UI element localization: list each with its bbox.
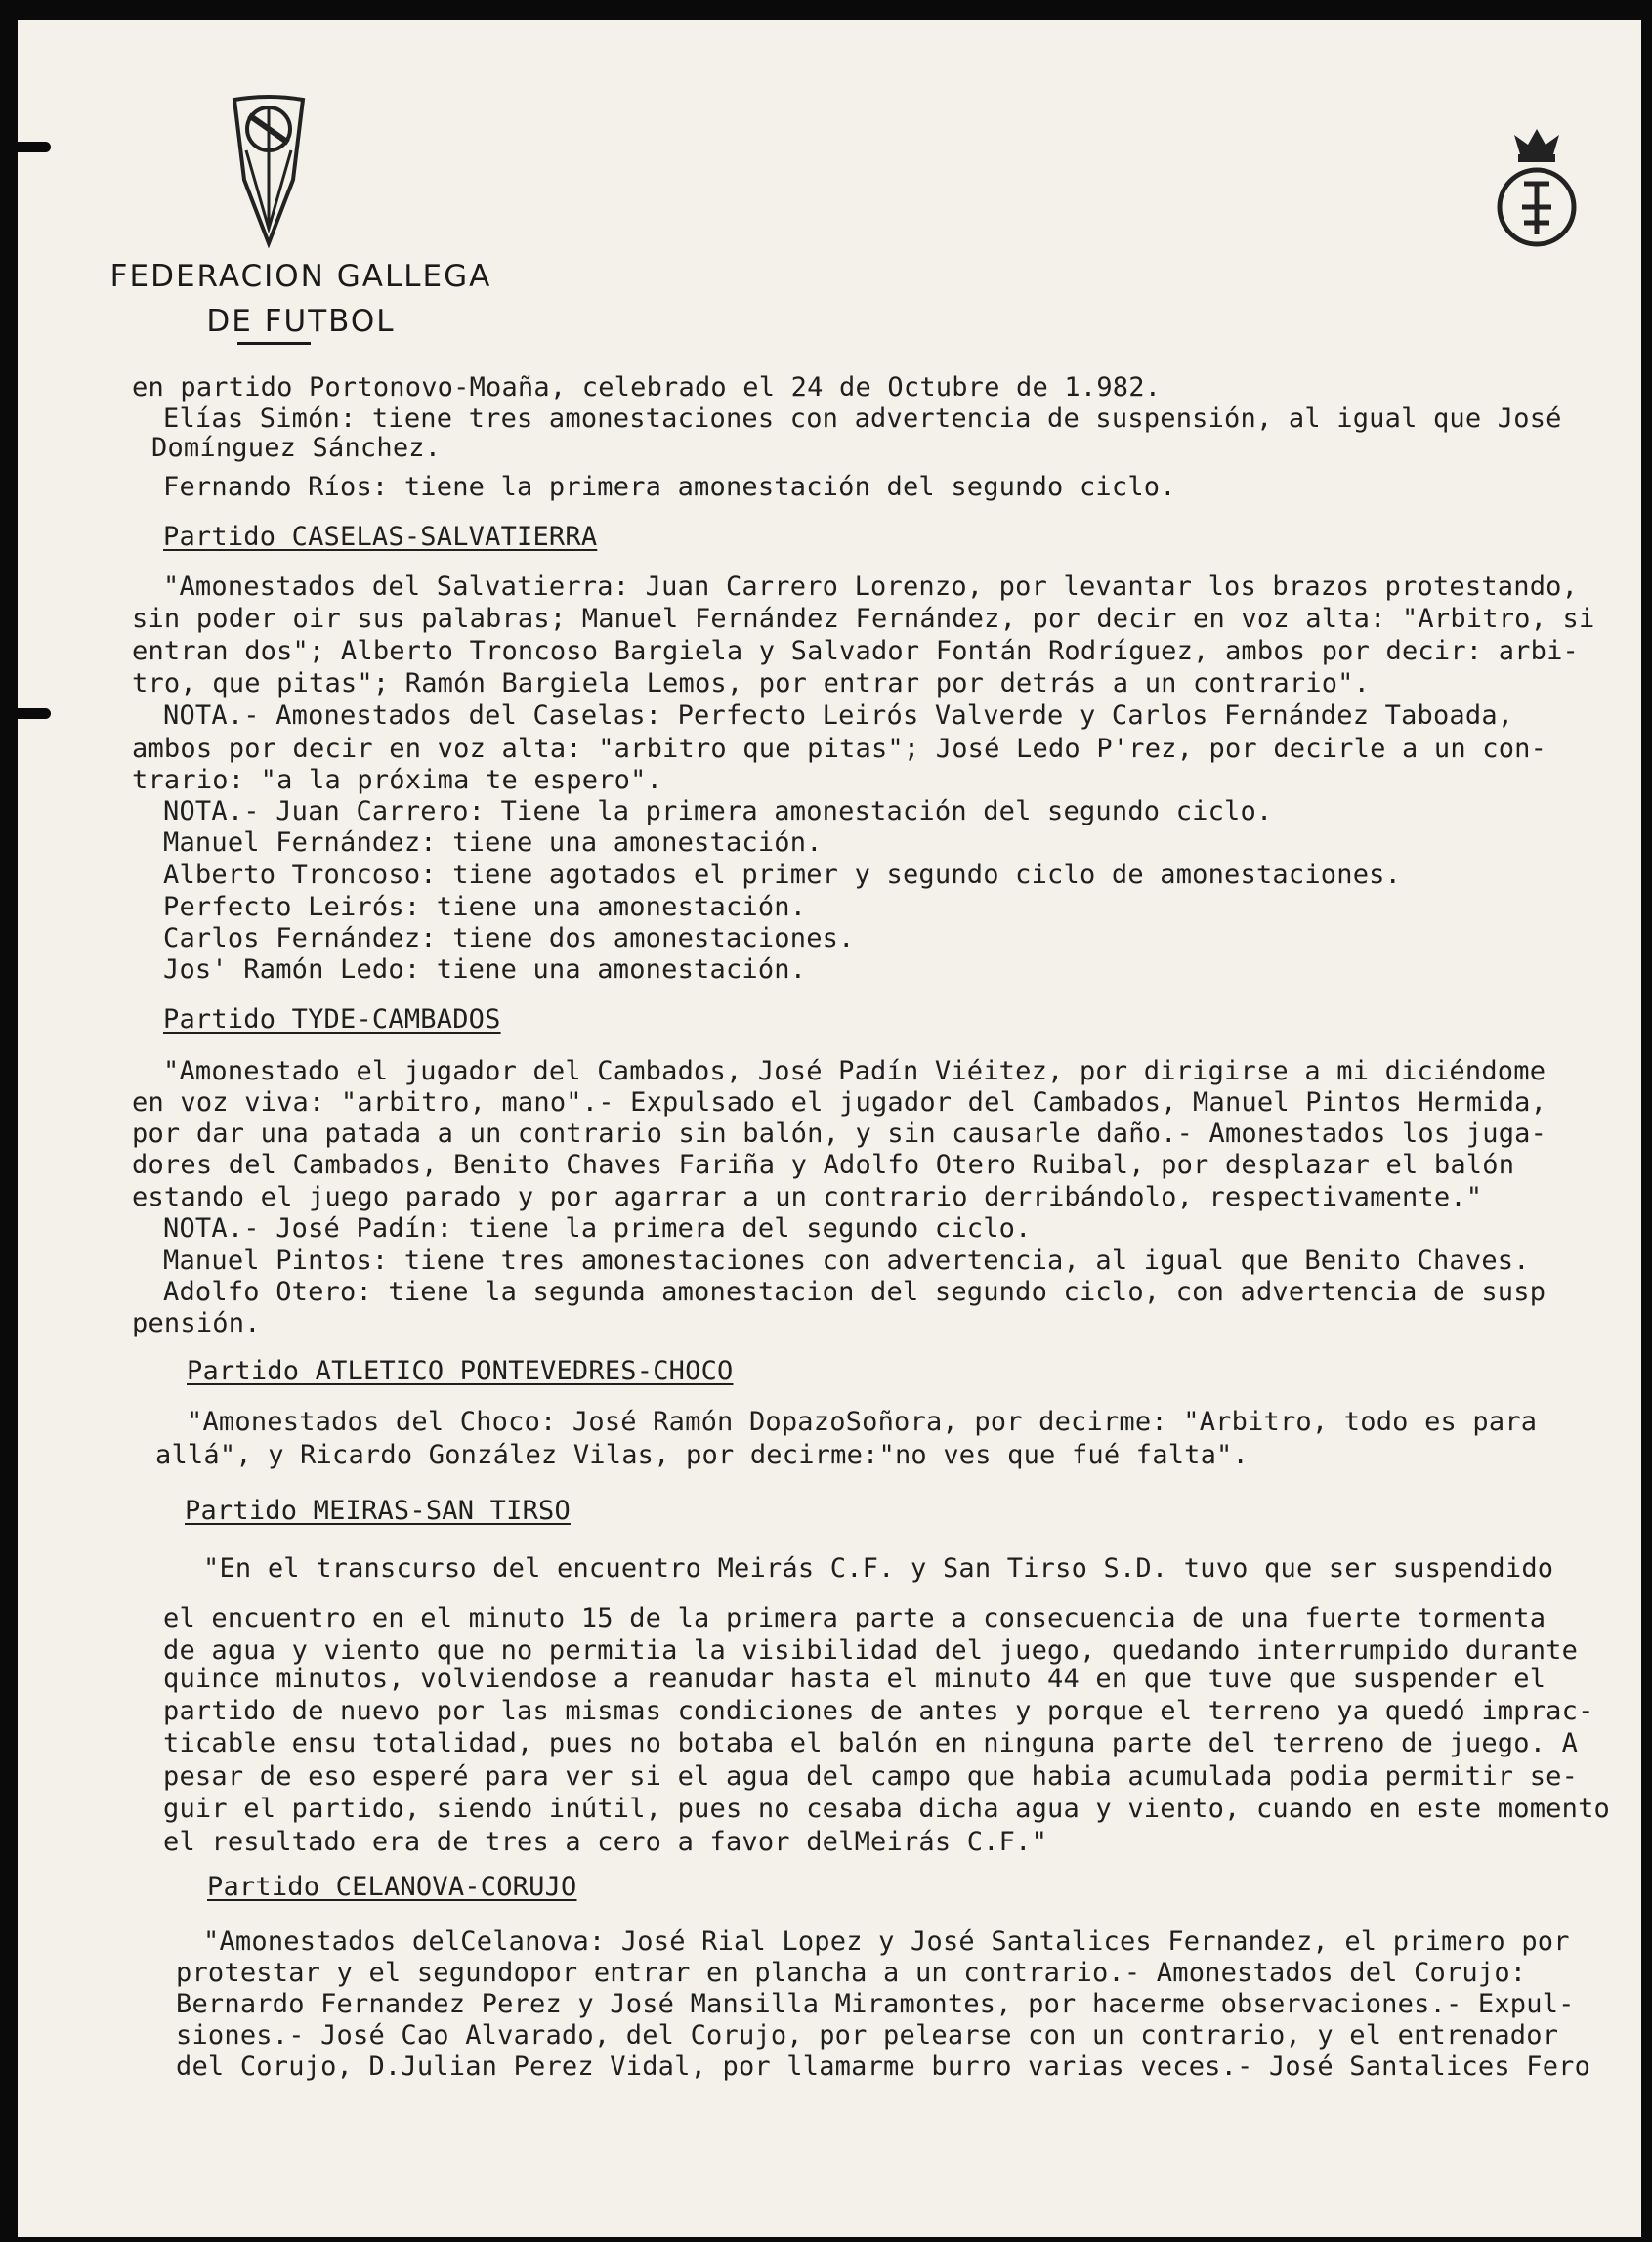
text-line: guir el partido, siendo inútil, pues no cesaba dicha agua y viento, cuando en este momento <box>163 1794 1610 1824</box>
spanish-federation-emblem-logo <box>1493 125 1581 262</box>
letterhead-rule <box>237 342 311 345</box>
match-heading: Partido TYDE-CAMBADOS <box>163 1004 501 1035</box>
text-line: Elías Simón: tiene tres amonestaciones con advertencia de suspensión, al igual que José <box>163 403 1562 434</box>
text-line: pensión. <box>132 1308 261 1338</box>
text-line: "Amonestado el jugador del Cambados, José Padín Viéitez, por dirigirse a mi diciéndome <box>163 1056 1546 1086</box>
text-line: partido de nuevo por las mismas condiciones de antes y porque el terreno ya quedó imprac- <box>163 1696 1594 1726</box>
text-line: Jos' Ramón Ledo: tiene una amonestación. <box>163 954 807 985</box>
text-line: NOTA.- José Padín: tiene la primera del segundo ciclo. <box>163 1213 1032 1244</box>
text-line: en voz viva: "arbitro, mano".- Expulsado el jugador del Cambados, Manuel Pintos Hermida, <box>132 1087 1547 1118</box>
text-line: Carlos Fernández: tiene dos amonestaciones. <box>163 923 855 953</box>
text-line: en partido Portonovo-Moaña, celebrado el 24 de Octubre de 1.982. <box>132 372 1162 402</box>
text-line: quince minutos, volviendose a reanudar hasta el minuto 44 en que tuve que suspender el <box>163 1664 1546 1694</box>
text-line: trario: "a la próxima te espero". <box>132 765 663 795</box>
federation-name-line2: DE FUTBOL <box>206 304 396 339</box>
text-line: pesar de eso esperé para ver si el agua del campo que habia acumulada podia permitir se- <box>163 1761 1579 1792</box>
text-line: Fernando Ríos: tiene la primera amonestación del segundo ciclo. <box>163 472 1176 502</box>
text-line: Perfecto Leirós: tiene una amonestación. <box>163 892 807 922</box>
text-line: NOTA.- Juan Carrero: Tiene la primera amonestación del segundo ciclo. <box>163 796 1273 826</box>
document-page <box>18 20 1641 2237</box>
text-line: "Amonestados delCelanova: José Rial Lopez y José Santalices Fernandez, el primero por <box>203 1926 1570 1957</box>
text-line: "Amonestados del Salvatierra: Juan Carrero Lorenzo, por levantar los brazos protestando, <box>163 571 1579 602</box>
text-line: del Corujo, D.Julian Perez Vidal, por llamarme burro varias veces.- José Santalices Fero <box>176 2052 1591 2082</box>
text-line: NOTA.- Amonestados del Caselas: Perfecto Leirós Valverde y Carlos Fernández Taboada, <box>163 700 1514 731</box>
match-heading: Partido CASELAS-SALVATIERRA <box>163 522 598 552</box>
text-line: Adolfo Otero: tiene la segunda amonestacion del segundo ciclo, con advertencia de susp <box>163 1277 1546 1307</box>
federation-name-line1: FEDERACION GALLEGA <box>109 259 492 294</box>
galician-federation-shield-logo <box>225 92 313 248</box>
match-heading: Partido CELANOVA-CORUJO <box>207 1872 577 1902</box>
binder-hole-mark <box>18 708 51 719</box>
text-line: sin poder oir sus palabras; Manuel Fernández Fernández, por decir en voz alta: "Arbitro, si <box>132 604 1595 634</box>
text-line: protestar y el segundopor entrar en plancha a un contrario.- Amonestados del Corujo: <box>176 1958 1527 1988</box>
text-line: Alberto Troncoso: tiene agotados el primer y segundo ciclo de amonestaciones. <box>163 860 1402 890</box>
federation-name <box>76 254 526 344</box>
text-line: Manuel Pintos: tiene tres amonestaciones con advertencia, al igual que Benito Chaves. <box>163 1246 1530 1276</box>
text-line: Manuel Fernández: tiene una amonestación. <box>163 827 823 858</box>
text-line: tro, que pitas"; Ramón Bargiela Lemos, por entrar por detrás a un contrario". <box>132 668 1371 698</box>
text-line: dores del Cambados, Benito Chaves Fariña y Adolfo Otero Ruibal, por desplazar el balón <box>132 1150 1515 1180</box>
text-line: ambos por decir en voz alta: "arbitro que pitas"; José Ledo P'rez, por decirle a un con- <box>132 734 1547 764</box>
text-line: por dar una patada a un contrario sin balón, y sin causarle daño.- Amonestados los juga- <box>132 1119 1547 1149</box>
text-line: entran dos"; Alberto Troncoso Bargiela y Salvador Fontán Rodríguez, ambos por decir: arbi- <box>132 636 1579 666</box>
text-line: allá", y Ricardo González Vilas, por decirme:"no ves que fué falta". <box>155 1440 1249 1470</box>
text-line: el resultado era de tres a cero a favor delMeirás C.F." <box>163 1827 1048 1857</box>
text-line: Domínguez Sánchez. <box>151 433 442 463</box>
text-line: "En el transcurso del encuentro Meirás C.F. y San Tirso S.D. tuvo que ser suspendido <box>203 1553 1554 1584</box>
text-line: siones.- José Cao Alvarado, del Corujo, por pelearse con un contrario, y el entrenador <box>176 2020 1559 2051</box>
text-line: ticable ensu totalidad, pues no botaba el balón en ninguna parte del terreno de juego. A <box>163 1728 1579 1758</box>
text-line: "Amonestados del Choco: José Ramón DopazoSoñora, por decirme: "Arbitro, todo es para <box>187 1407 1538 1437</box>
binder-hole-mark <box>18 142 51 152</box>
text-line: estando el juego parado y por agarrar a un contrario derribándolo, respectivamente." <box>132 1182 1483 1212</box>
text-line: de agua y viento que no permitia la visibilidad del juego, quedando interrumpido durante <box>163 1635 1579 1666</box>
match-heading: Partido ATLETICO PONTEVEDRES-CHOCO <box>187 1356 734 1386</box>
text-line: el encuentro en el minuto 15 de la primera parte a consecuencia de una fuerte tormenta <box>163 1603 1546 1633</box>
text-line: Bernardo Fernandez Perez y José Mansilla Miramontes, por hacerme observaciones.- Expul- <box>176 1989 1575 2019</box>
match-heading: Partido MEIRAS-SAN TIRSO <box>185 1496 571 1526</box>
